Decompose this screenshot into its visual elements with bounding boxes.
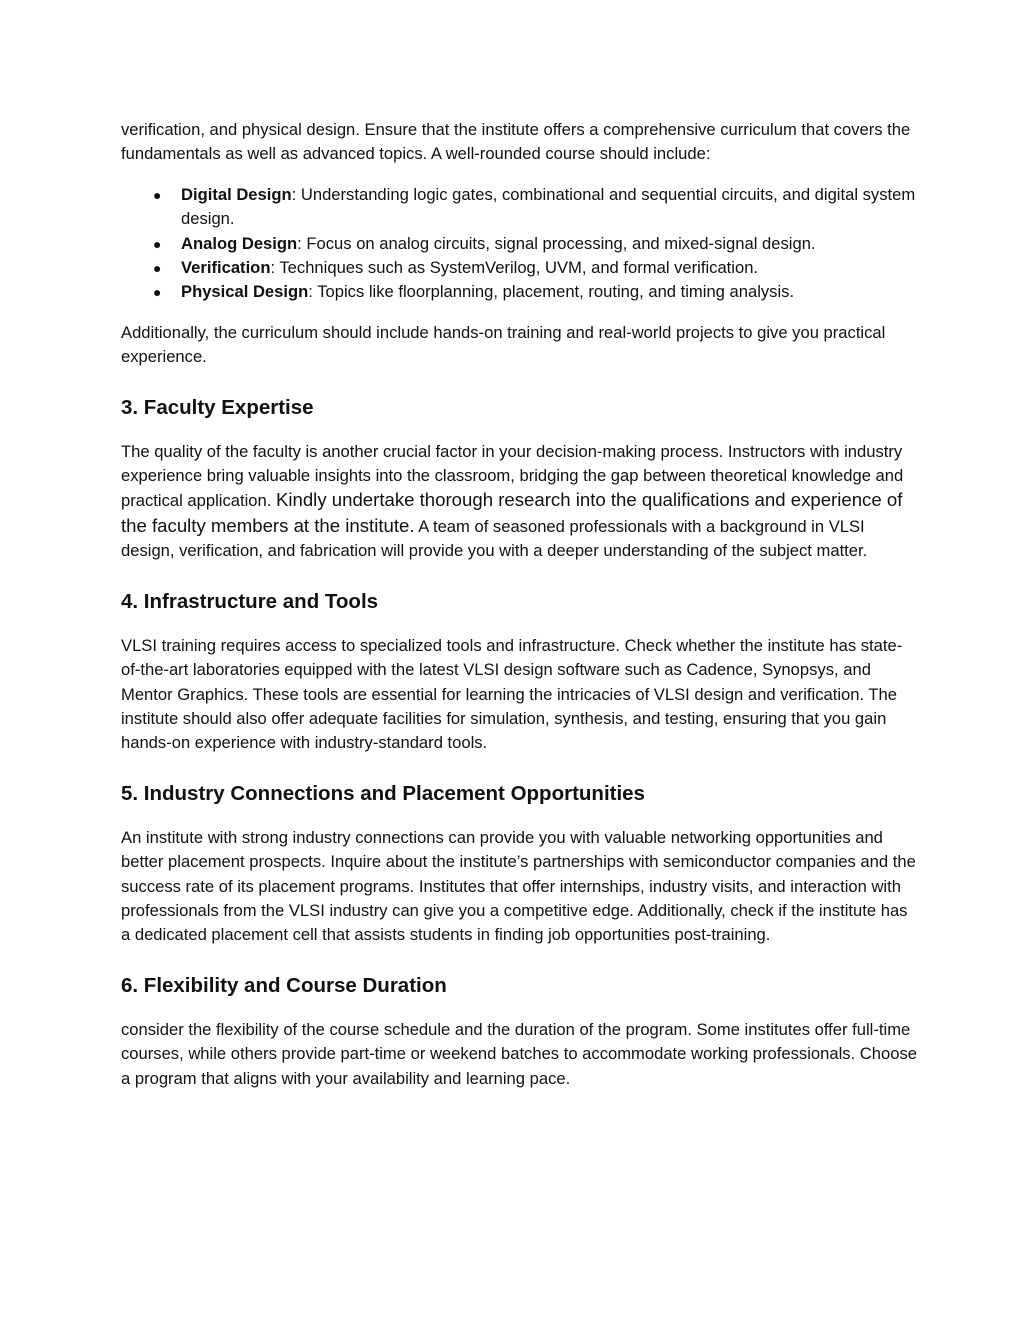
bullet-icon: ● — [153, 284, 162, 301]
additionally-paragraph: Additionally, the curriculum should include hands-on training and real-world projects to give you practical experience. — [121, 322, 886, 367]
list-item-text: : Focus on analog circuits, signal processing, and mixed-signal design. — [297, 233, 816, 253]
list-item-term: Verification — [181, 258, 271, 278]
heading-industry-connections: 5. Industry Connections and Placement Opportunities — [121, 781, 645, 805]
list-item-text: : Topics like floorplanning, placement, routing, and timing analysis. — [308, 282, 795, 302]
bullet-icon: ● — [153, 235, 162, 252]
heading-faculty-expertise: 3. Faculty Expertise — [121, 395, 314, 419]
infrastructure-paragraph: VLSI training requires access to specialized tools and infrastructure. Check whether the institute has state-of-the-art laboratories equipped with the latest VLSI design software such as Cadence, Synopsys, and Mentor Graphics. These tools are essential for learning the intricacies of VLSI design and verification. The institute should also offer adequate facilities for simulation, synthesis, and testing, ensuring that you gain hands-on experience with industry-standard tools. — [121, 635, 903, 753]
heading-flexibility-duration: 6. Flexibility and Course Duration — [121, 973, 447, 997]
list-item-term: Physical Design — [181, 282, 309, 302]
faculty-paragraph — [121, 440, 921, 564]
list-item-analog-design — [121, 232, 921, 256]
list-item-text: : Understanding logic gates, combinational and sequential circuits, and digital system design. — [181, 184, 916, 229]
industry-paragraph: An institute with strong industry connections can provide you with valuable networking opportunities and better placement prospects. Inquire about the institute’s partnerships with semiconductor companies and the success rate of its placement programs. Institutes that offer internships, industry visits, and interaction with professionals from the VLSI industry can give you a competitive edge. Additionally, check if the institute has a dedicated placement cell that assists students in finding job opportunities post-training. — [121, 827, 916, 945]
bullet-icon: ● — [153, 260, 162, 277]
faculty-text-emphasis: Kindly undertake thorough research into the qualifications and experience of the faculty members at the institute. — [121, 489, 903, 536]
list-item-term: Digital Design — [181, 184, 292, 204]
list-item-physical-design — [121, 280, 921, 304]
list-item-text: : Techniques such as SystemVerilog, UVM, and formal verification. — [270, 258, 759, 278]
faculty-text-a: The quality of the faculty is another crucial factor in your decision-making process. Instructors with industry experience bring valuable insights into the classroom, bridging the gap between theoretical knowledge and practical application. — [121, 441, 904, 511]
document-page — [121, 118, 921, 1091]
list-item-term: Analog Design — [181, 233, 298, 253]
flexibility-paragraph: consider the flexibility of the course schedule and the duration of the program. Some institutes offer full-time courses, while others provide part-time or weekend batches to accommodate working professionals. Choose a program that aligns with your availability and learning pace. — [121, 1019, 917, 1088]
list-item-verification — [121, 256, 921, 280]
heading-infrastructure-tools: 4. Infrastructure and Tools — [121, 589, 379, 613]
list-item-digital-design — [121, 183, 921, 232]
faculty-text-b: A team of seasoned professionals with a background in VLSI design, verification, and fabrication will provide you with a deeper understanding of the subject matter. — [121, 516, 868, 561]
bullet-icon: ● — [153, 186, 162, 203]
intro-paragraph: verification, and physical design. Ensure that the institute offers a comprehensive curriculum that covers the fundamentals as well as advanced topics. A well-rounded course should include: — [121, 120, 911, 164]
curriculum-list — [121, 183, 921, 305]
